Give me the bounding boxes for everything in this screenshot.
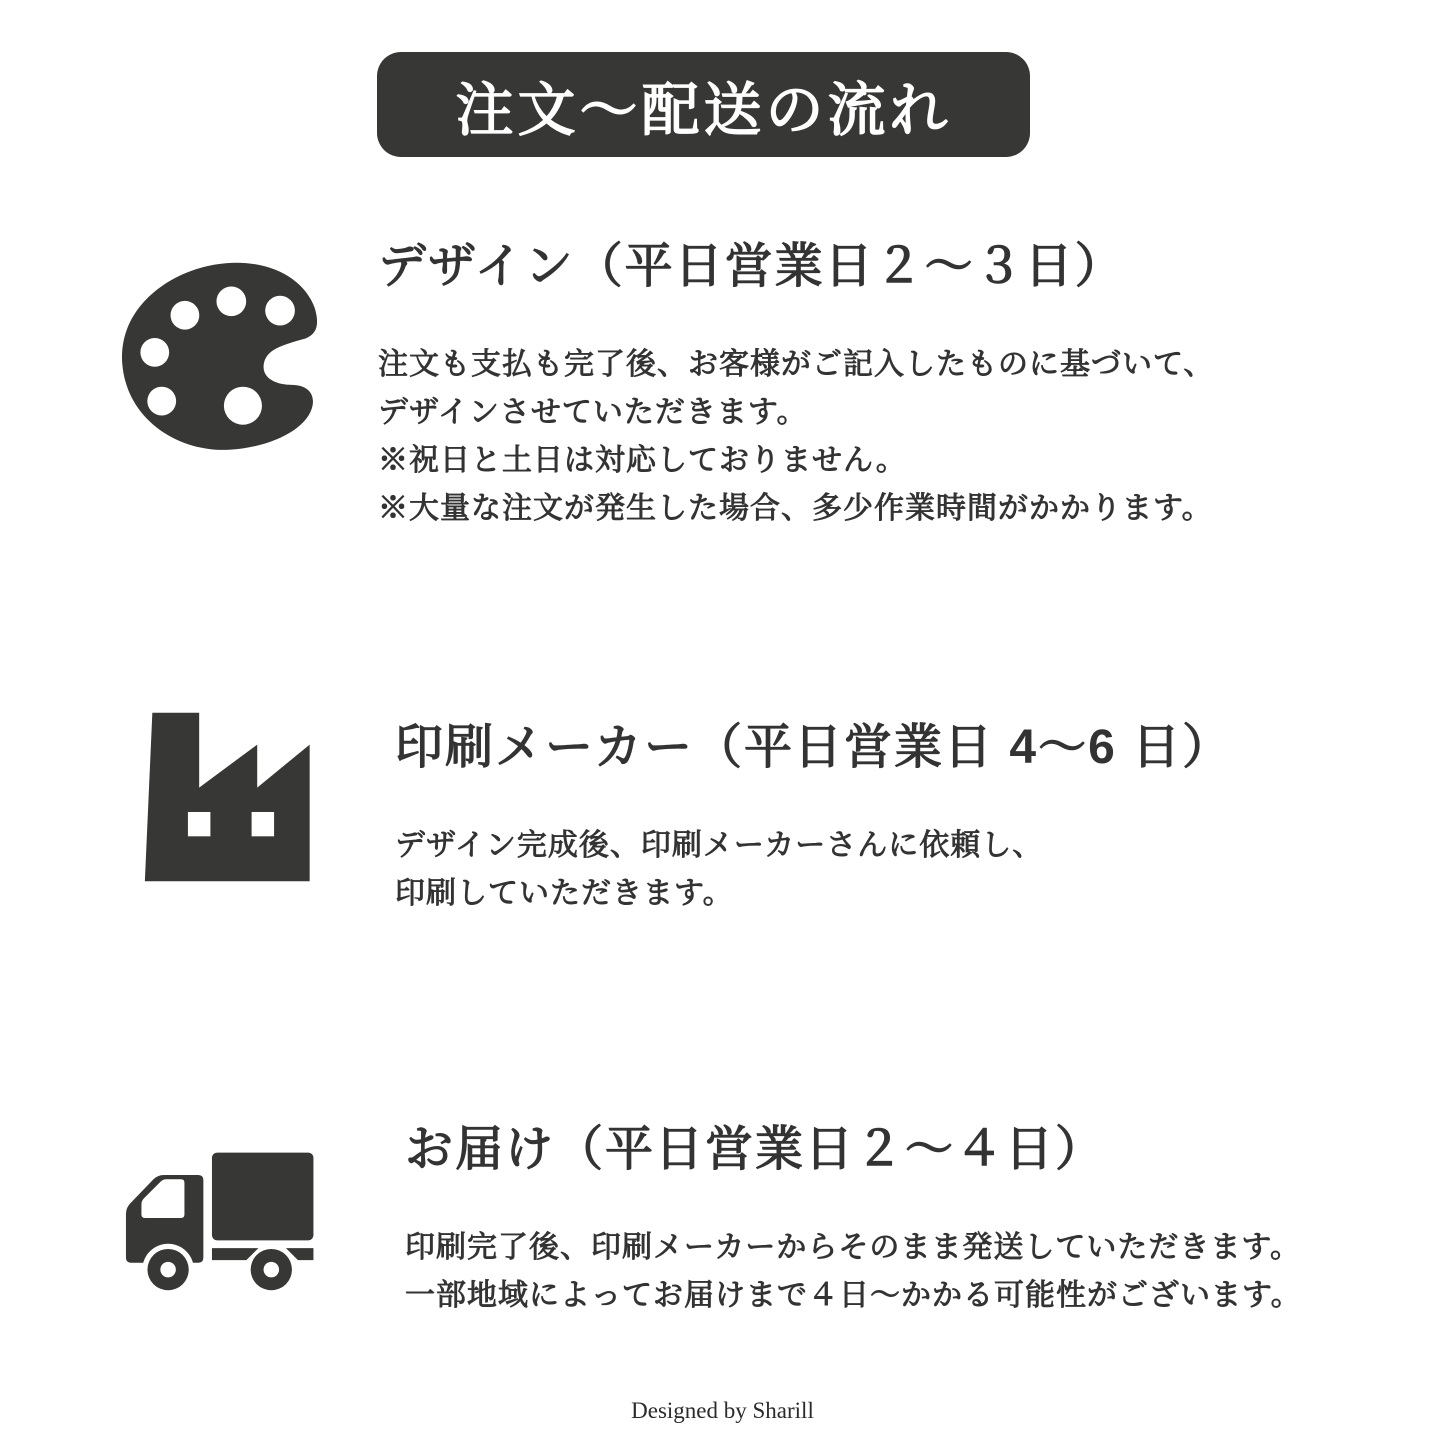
step-print (395, 718, 1232, 918)
step-design-line: ※大量な注文が発生した場合、多少作業時間がかかります。 (378, 492, 1213, 525)
truck-icon (112, 1132, 336, 1304)
step-print-line: デザイン完成後、印刷メーカーさんに依頼し、 (395, 829, 1044, 862)
step-design-line: デザインさせていただきます。 (378, 396, 808, 429)
footer-credit: Designed by Sharill (631, 1398, 814, 1423)
factory-icon (128, 700, 334, 894)
step-design-title: デザイン（平日営業日２〜３日） (378, 240, 1125, 293)
step-design-line: 注文も支払も完了後、お客様がご記入したものに基づいて、 (378, 348, 1215, 381)
step-print-description (395, 822, 1232, 918)
step-delivery (405, 1120, 1302, 1320)
step-print-title: 印刷メーカー（平日営業日 4〜6 日） (395, 721, 1233, 774)
step-design-line: ※祝日と土日は対応しておりません。 (378, 444, 907, 477)
page-title: 注文〜配送の流れ (455, 77, 952, 143)
step-print-line: 印刷していただきます。 (395, 877, 734, 910)
step-delivery-title: お届け（平日営業日２〜４日） (405, 1123, 1106, 1176)
step-delivery-description (405, 1224, 1302, 1320)
step-design-description (378, 341, 1214, 533)
step-delivery-line: 印刷完了後、印刷メーカーからそのまま発送していただきます。 (405, 1231, 1301, 1264)
title-banner (377, 52, 1030, 157)
palette-icon (113, 252, 345, 462)
step-design (378, 237, 1214, 533)
step-delivery-line: 一部地域によってお届けまで４日〜かかる可能性がございます。 (405, 1279, 1302, 1312)
